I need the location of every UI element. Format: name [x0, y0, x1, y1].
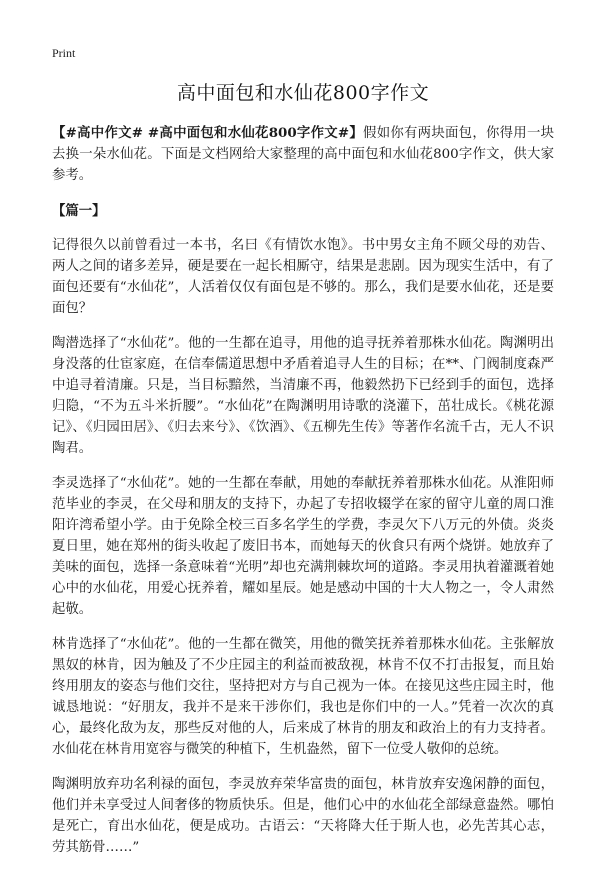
- intro-paragraph: [52, 123, 554, 186]
- intro-text: 假如你有两块面包，你得用一块去换一朵水仙花。下面是文档网给大家整理的高中面包和水仙花800字作文，供大家参考。: [52, 126, 555, 183]
- document-title: 高中面包和水仙花800字作文: [176, 82, 430, 104]
- document-page: [52, 78, 554, 872]
- section-heading: 【篇一】: [52, 203, 106, 219]
- body-paragraph-3: 李灵选择了“水仙花”。她的一生都在奉献，用她的奉献抚养着那株水仙花。从淮阳师范毕业的李灵，在父母和朋友的支持下，办起了专招收辍学在家的留守儿童的周口淮阳许湾希望小学。由于免除全校三百多名学生的学费，李灵欠下八万元的外债。炎炎夏日里，她在郑州的街头收起了废旧书本，而她每天的伙食只有两个烧饼。她放弃了美味的面包，选择一条意味着“光明”却也充满荆棘坎坷的道路。李灵用执着灌溉着她心中的水仙花，用爱心抚养着，耀如星辰。她是感动中国的十大人物之一，令人肃然起敬。: [52, 476, 554, 617]
- body-paragraph-1: 记得很久以前曾看过一本书，名曰《有情饮水饱》。书中男女主角不顾父母的劝告、两人之间的诸多差异，硬是要在一起长相厮守，结果是悲剧。因为现实生活中，有了面包还要有“水仙花”，人活着仅仅有面包是不够的。那么，我们是要水仙花，还是要面包？: [52, 238, 554, 316]
- body-paragraph-5: 陶渊明放弃功名利禄的面包，李灵放弃荣华富贵的面包，林肯放弃安逸闲静的面包，他们并未享受过人间奢侈的物质快乐。但是，他们心中的水仙花全部绿意盎然。哪怕是死亡，育出水仙花，便是成功。古语云：“天将降大任于斯人也，必先苦其心志，劳其筋骨……”: [52, 777, 554, 855]
- intro-tags: 【#高中作文# #高中面包和水仙花800字作文#】: [52, 125, 364, 141]
- body-paragraph-2: 陶潜选择了“水仙花”。他的一生都在追寻，用他的追寻抚养着那株水仙花。陶渊明出身没落的仕宦家庭，在信奉儒道思想中矛盾着追寻人生的目标；在**、门阀制度森严中追寻着清廉。只是，当目标黯然，当清廉不再，他毅然扔下已经到手的面包，选择归隐，“不为五斗米折腰”。“水仙花”在陶渊明用诗歌的浇灌下，茁壮成长。《桃花源记》、《归园田居》、《归去来兮》、《饮酒》、《五柳先生传》等著作名流千古，无人不识陶君。: [52, 336, 554, 456]
- print-label: Print: [52, 46, 76, 60]
- body-paragraph-4: 林肯选择了“水仙花”。他的一生都在微笑，用他的微笑抚养着那株水仙花。主张解放黑奴的林肯，因为触及了不少庄园主的利益而被敌视，林肯不仅不打击报复，而且始终用朋友的姿态与他们交往，坚持把对方与自己视为一体。在接见这些庄园主时，他诚恳地说：“好朋友，我并不是来干涉你们，我也是你们中的一人。”凭着一次次的真心，最终化敌为友，那些反对他的人，后来成了林肯的朋友和政治上的有力支持者。水仙花在林肯用宽容与微笑的种植下，生机盎然，留下一位受人敬仰的总统。: [52, 637, 554, 757]
